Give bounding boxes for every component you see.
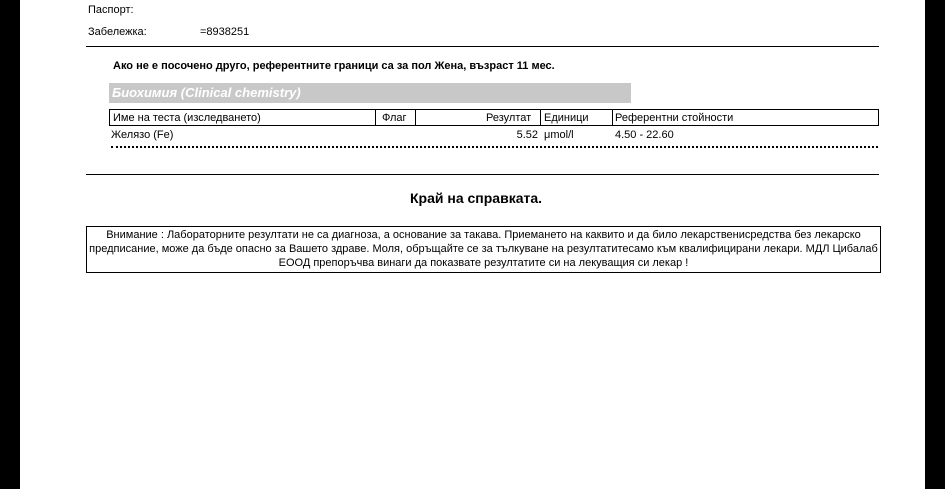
- remark-label: Забележка:: [88, 26, 147, 38]
- column-header-flag: Флаг: [382, 112, 407, 124]
- section-title: Биохимия (Clinical chemistry): [109, 83, 631, 103]
- cell-units: μmol/l: [544, 129, 574, 141]
- reference-note: Ако не е посочено друго, референтните граници са за пол Жена, възраст 11 мес.: [113, 60, 555, 72]
- end-divider: [86, 174, 879, 175]
- column-header-units: Единици: [544, 112, 589, 124]
- remark-value: =8938251: [200, 26, 250, 38]
- cell-test: Желязо (Fe): [111, 129, 174, 141]
- results-table-header: [109, 109, 879, 126]
- passport-label: Паспорт:: [88, 4, 134, 16]
- row-dotted-separator: [111, 146, 878, 148]
- column-header-test: Име на теста (изследването): [113, 112, 261, 124]
- report-page: [20, 0, 925, 489]
- column-divider: [540, 110, 541, 125]
- column-divider: [612, 110, 613, 125]
- column-header-result: Резултат: [486, 112, 532, 124]
- column-header-reference: Референтни стойности: [615, 112, 734, 124]
- cell-reference: 4.50 - 22.60: [615, 129, 674, 141]
- warning-box: Внимание : Лабораторните резултати не са диагноза, а основание за такава. Приемането на каквито и да било лекарственисредства без лекарско предписание, може да бъде опасно за Вашето здраве. Моля, обръщайте се за тълкуване на резултатитесамо към квалифицирани лекари. МДЛ Цибалаб ЕООД препоръчва винаги да показвате резултатите си на лекуващия си лекар !: [86, 226, 881, 273]
- column-divider: [415, 110, 416, 125]
- column-divider: [375, 110, 376, 125]
- cell-result: 5.52: [516, 129, 538, 141]
- end-title: Край на справката.: [410, 190, 543, 206]
- header-divider: [86, 46, 879, 47]
